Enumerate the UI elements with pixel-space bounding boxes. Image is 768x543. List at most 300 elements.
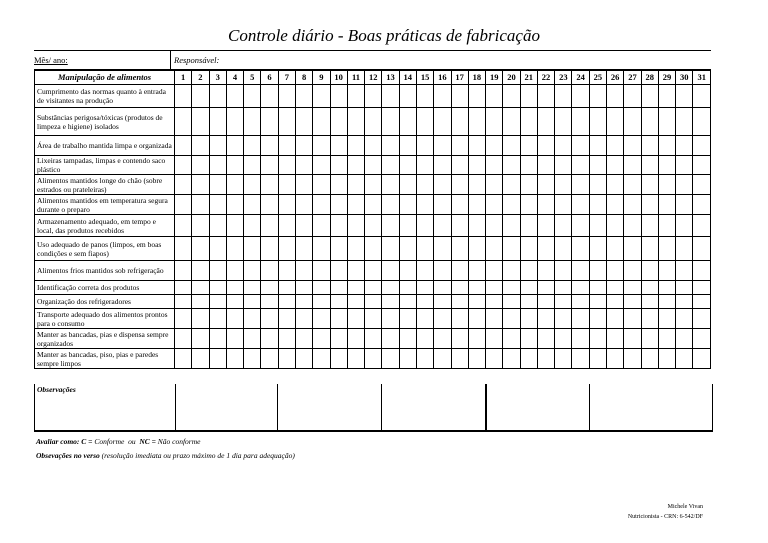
check-cell[interactable] (209, 136, 226, 156)
check-cell[interactable] (365, 108, 382, 136)
check-cell[interactable] (693, 136, 711, 156)
check-cell[interactable] (434, 136, 451, 156)
check-cell[interactable] (676, 136, 693, 156)
check-cell[interactable] (365, 295, 382, 309)
check-cell[interactable] (244, 281, 261, 295)
check-cell[interactable] (537, 295, 554, 309)
check-cell[interactable] (676, 261, 693, 281)
check-cell[interactable] (693, 295, 711, 309)
check-cell[interactable] (347, 349, 364, 369)
check-cell[interactable] (434, 329, 451, 349)
check-cell[interactable] (365, 215, 382, 237)
check-cell[interactable] (209, 175, 226, 195)
check-cell[interactable] (295, 175, 312, 195)
check-cell[interactable] (555, 237, 572, 261)
check-cell[interactable] (486, 136, 503, 156)
check-cell[interactable] (658, 108, 675, 136)
check-cell[interactable] (624, 215, 641, 237)
check-cell[interactable] (399, 309, 416, 329)
check-cell[interactable] (468, 215, 485, 237)
check-cell[interactable] (330, 85, 347, 108)
check-cell[interactable] (520, 329, 537, 349)
check-cell[interactable] (676, 281, 693, 295)
check-cell[interactable] (451, 295, 468, 309)
check-cell[interactable] (295, 349, 312, 369)
check-cell[interactable] (451, 309, 468, 329)
check-cell[interactable] (261, 295, 278, 309)
check-cell[interactable] (589, 215, 606, 237)
check-cell[interactable] (330, 237, 347, 261)
check-cell[interactable] (658, 309, 675, 329)
check-cell[interactable] (330, 195, 347, 215)
check-cell[interactable] (226, 85, 243, 108)
check-cell[interactable] (641, 175, 658, 195)
check-cell[interactable] (555, 349, 572, 369)
check-cell[interactable] (295, 215, 312, 237)
check-cell[interactable] (486, 85, 503, 108)
check-cell[interactable] (295, 85, 312, 108)
check-cell[interactable] (416, 237, 433, 261)
check-cell[interactable] (607, 195, 624, 215)
check-cell[interactable] (330, 156, 347, 175)
check-cell[interactable] (520, 175, 537, 195)
check-cell[interactable] (434, 195, 451, 215)
check-cell[interactable] (192, 295, 209, 309)
check-cell[interactable] (416, 329, 433, 349)
check-cell[interactable] (468, 295, 485, 309)
check-cell[interactable] (313, 237, 330, 261)
check-cell[interactable] (399, 108, 416, 136)
check-cell[interactable] (624, 295, 641, 309)
check-cell[interactable] (589, 309, 606, 329)
check-cell[interactable] (295, 295, 312, 309)
check-cell[interactable] (382, 175, 399, 195)
check-cell[interactable] (278, 349, 295, 369)
check-cell[interactable] (192, 85, 209, 108)
check-cell[interactable] (330, 329, 347, 349)
check-cell[interactable] (434, 156, 451, 175)
check-cell[interactable] (641, 309, 658, 329)
check-cell[interactable] (192, 281, 209, 295)
check-cell[interactable] (451, 85, 468, 108)
check-cell[interactable] (261, 156, 278, 175)
check-cell[interactable] (278, 281, 295, 295)
check-cell[interactable] (624, 329, 641, 349)
check-cell[interactable] (624, 261, 641, 281)
check-cell[interactable] (399, 349, 416, 369)
check-cell[interactable] (555, 281, 572, 295)
check-cell[interactable] (641, 329, 658, 349)
check-cell[interactable] (313, 309, 330, 329)
check-cell[interactable] (175, 295, 192, 309)
check-cell[interactable] (451, 136, 468, 156)
check-cell[interactable] (347, 175, 364, 195)
check-cell[interactable] (226, 349, 243, 369)
check-cell[interactable] (572, 136, 589, 156)
check-cell[interactable] (382, 215, 399, 237)
check-cell[interactable] (589, 175, 606, 195)
check-cell[interactable] (244, 175, 261, 195)
check-cell[interactable] (295, 195, 312, 215)
check-cell[interactable] (676, 195, 693, 215)
check-cell[interactable] (486, 175, 503, 195)
check-cell[interactable] (572, 261, 589, 281)
check-cell[interactable] (295, 329, 312, 349)
check-cell[interactable] (537, 349, 554, 369)
check-cell[interactable] (313, 175, 330, 195)
check-cell[interactable] (347, 85, 364, 108)
check-cell[interactable] (399, 136, 416, 156)
check-cell[interactable] (175, 108, 192, 136)
check-cell[interactable] (607, 349, 624, 369)
check-cell[interactable] (313, 295, 330, 309)
check-cell[interactable] (278, 329, 295, 349)
check-cell[interactable] (693, 108, 711, 136)
check-cell[interactable] (658, 295, 675, 309)
check-cell[interactable] (399, 281, 416, 295)
check-cell[interactable] (434, 215, 451, 237)
check-cell[interactable] (572, 85, 589, 108)
check-cell[interactable] (416, 136, 433, 156)
check-cell[interactable] (261, 281, 278, 295)
check-cell[interactable] (416, 85, 433, 108)
check-cell[interactable] (555, 136, 572, 156)
check-cell[interactable] (693, 349, 711, 369)
check-cell[interactable] (209, 261, 226, 281)
check-cell[interactable] (676, 215, 693, 237)
check-cell[interactable] (641, 108, 658, 136)
check-cell[interactable] (486, 237, 503, 261)
check-cell[interactable] (226, 237, 243, 261)
check-cell[interactable] (572, 195, 589, 215)
check-cell[interactable] (175, 261, 192, 281)
check-cell[interactable] (624, 85, 641, 108)
check-cell[interactable] (365, 349, 382, 369)
check-cell[interactable] (555, 85, 572, 108)
check-cell[interactable] (451, 156, 468, 175)
check-cell[interactable] (468, 329, 485, 349)
check-cell[interactable] (399, 85, 416, 108)
check-cell[interactable] (572, 349, 589, 369)
check-cell[interactable] (365, 237, 382, 261)
check-cell[interactable] (693, 156, 711, 175)
check-cell[interactable] (658, 85, 675, 108)
check-cell[interactable] (520, 108, 537, 136)
check-cell[interactable] (607, 175, 624, 195)
check-cell[interactable] (624, 175, 641, 195)
check-cell[interactable] (676, 349, 693, 369)
check-cell[interactable] (486, 349, 503, 369)
check-cell[interactable] (607, 329, 624, 349)
check-cell[interactable] (624, 309, 641, 329)
check-cell[interactable] (365, 175, 382, 195)
check-cell[interactable] (295, 108, 312, 136)
check-cell[interactable] (658, 349, 675, 369)
check-cell[interactable] (589, 295, 606, 309)
check-cell[interactable] (589, 156, 606, 175)
check-cell[interactable] (261, 329, 278, 349)
check-cell[interactable] (261, 215, 278, 237)
check-cell[interactable] (295, 237, 312, 261)
check-cell[interactable] (313, 156, 330, 175)
check-cell[interactable] (503, 156, 520, 175)
check-cell[interactable] (503, 108, 520, 136)
check-cell[interactable] (192, 309, 209, 329)
check-cell[interactable] (209, 108, 226, 136)
check-cell[interactable] (295, 156, 312, 175)
check-cell[interactable] (503, 136, 520, 156)
check-cell[interactable] (468, 195, 485, 215)
check-cell[interactable] (226, 108, 243, 136)
check-cell[interactable] (382, 261, 399, 281)
check-cell[interactable] (382, 349, 399, 369)
check-cell[interactable] (624, 281, 641, 295)
check-cell[interactable] (347, 281, 364, 295)
check-cell[interactable] (278, 295, 295, 309)
check-cell[interactable] (537, 261, 554, 281)
check-cell[interactable] (676, 108, 693, 136)
check-cell[interactable] (261, 195, 278, 215)
check-cell[interactable] (382, 108, 399, 136)
check-cell[interactable] (658, 329, 675, 349)
check-cell[interactable] (278, 309, 295, 329)
check-cell[interactable] (451, 261, 468, 281)
check-cell[interactable] (503, 85, 520, 108)
check-cell[interactable] (468, 108, 485, 136)
check-cell[interactable] (347, 195, 364, 215)
check-cell[interactable] (261, 349, 278, 369)
check-cell[interactable] (330, 175, 347, 195)
check-cell[interactable] (520, 237, 537, 261)
check-cell[interactable] (313, 281, 330, 295)
check-cell[interactable] (382, 295, 399, 309)
check-cell[interactable] (244, 295, 261, 309)
check-cell[interactable] (261, 175, 278, 195)
check-cell[interactable] (295, 261, 312, 281)
check-cell[interactable] (226, 309, 243, 329)
check-cell[interactable] (572, 329, 589, 349)
check-cell[interactable] (382, 195, 399, 215)
check-cell[interactable] (607, 309, 624, 329)
check-cell[interactable] (313, 108, 330, 136)
check-cell[interactable] (555, 261, 572, 281)
check-cell[interactable] (658, 156, 675, 175)
check-cell[interactable] (468, 175, 485, 195)
check-cell[interactable] (365, 281, 382, 295)
check-cell[interactable] (555, 175, 572, 195)
check-cell[interactable] (641, 281, 658, 295)
check-cell[interactable] (693, 175, 711, 195)
check-cell[interactable] (192, 136, 209, 156)
check-cell[interactable] (399, 261, 416, 281)
check-cell[interactable] (693, 281, 711, 295)
check-cell[interactable] (503, 329, 520, 349)
check-cell[interactable] (416, 295, 433, 309)
check-cell[interactable] (537, 195, 554, 215)
check-cell[interactable] (313, 329, 330, 349)
check-cell[interactable] (537, 136, 554, 156)
check-cell[interactable] (624, 349, 641, 369)
check-cell[interactable] (365, 156, 382, 175)
check-cell[interactable] (226, 261, 243, 281)
check-cell[interactable] (347, 237, 364, 261)
check-cell[interactable] (555, 156, 572, 175)
check-cell[interactable] (658, 215, 675, 237)
check-cell[interactable] (486, 329, 503, 349)
check-cell[interactable] (330, 281, 347, 295)
check-cell[interactable] (416, 309, 433, 329)
check-cell[interactable] (537, 156, 554, 175)
check-cell[interactable] (382, 309, 399, 329)
check-cell[interactable] (347, 215, 364, 237)
check-cell[interactable] (192, 237, 209, 261)
check-cell[interactable] (451, 215, 468, 237)
check-cell[interactable] (226, 175, 243, 195)
check-cell[interactable] (399, 156, 416, 175)
check-cell[interactable] (261, 309, 278, 329)
check-cell[interactable] (330, 136, 347, 156)
check-cell[interactable] (382, 85, 399, 108)
check-cell[interactable] (676, 329, 693, 349)
check-cell[interactable] (693, 215, 711, 237)
check-cell[interactable] (382, 237, 399, 261)
check-cell[interactable] (486, 309, 503, 329)
check-cell[interactable] (537, 175, 554, 195)
check-cell[interactable] (175, 175, 192, 195)
check-cell[interactable] (607, 85, 624, 108)
check-cell[interactable] (641, 195, 658, 215)
check-cell[interactable] (607, 136, 624, 156)
check-cell[interactable] (641, 295, 658, 309)
check-cell[interactable] (434, 349, 451, 369)
check-cell[interactable] (278, 175, 295, 195)
check-cell[interactable] (175, 349, 192, 369)
check-cell[interactable] (589, 261, 606, 281)
check-cell[interactable] (572, 156, 589, 175)
check-cell[interactable] (451, 281, 468, 295)
check-cell[interactable] (468, 237, 485, 261)
check-cell[interactable] (693, 329, 711, 349)
check-cell[interactable] (658, 281, 675, 295)
check-cell[interactable] (589, 237, 606, 261)
check-cell[interactable] (192, 156, 209, 175)
check-cell[interactable] (278, 85, 295, 108)
check-cell[interactable] (693, 195, 711, 215)
check-cell[interactable] (175, 329, 192, 349)
check-cell[interactable] (555, 108, 572, 136)
check-cell[interactable] (658, 195, 675, 215)
check-cell[interactable] (572, 175, 589, 195)
check-cell[interactable] (434, 108, 451, 136)
check-cell[interactable] (451, 108, 468, 136)
check-cell[interactable] (520, 136, 537, 156)
check-cell[interactable] (347, 329, 364, 349)
check-cell[interactable] (209, 329, 226, 349)
check-cell[interactable] (555, 195, 572, 215)
check-cell[interactable] (261, 85, 278, 108)
check-cell[interactable] (192, 195, 209, 215)
check-cell[interactable] (382, 136, 399, 156)
check-cell[interactable] (313, 85, 330, 108)
check-cell[interactable] (347, 295, 364, 309)
check-cell[interactable] (520, 281, 537, 295)
check-cell[interactable] (399, 295, 416, 309)
check-cell[interactable] (693, 261, 711, 281)
check-cell[interactable] (624, 156, 641, 175)
check-cell[interactable] (537, 108, 554, 136)
check-cell[interactable] (572, 237, 589, 261)
check-cell[interactable] (244, 108, 261, 136)
check-cell[interactable] (434, 281, 451, 295)
check-cell[interactable] (261, 136, 278, 156)
check-cell[interactable] (365, 309, 382, 329)
check-cell[interactable] (641, 215, 658, 237)
check-cell[interactable] (451, 237, 468, 261)
check-cell[interactable] (192, 349, 209, 369)
check-cell[interactable] (434, 175, 451, 195)
check-cell[interactable] (572, 309, 589, 329)
check-cell[interactable] (486, 261, 503, 281)
check-cell[interactable] (572, 295, 589, 309)
check-cell[interactable] (555, 295, 572, 309)
check-cell[interactable] (226, 156, 243, 175)
check-cell[interactable] (313, 349, 330, 369)
check-cell[interactable] (226, 295, 243, 309)
check-cell[interactable] (486, 108, 503, 136)
check-cell[interactable] (209, 295, 226, 309)
check-cell[interactable] (330, 309, 347, 329)
check-cell[interactable] (226, 329, 243, 349)
check-cell[interactable] (434, 85, 451, 108)
check-cell[interactable] (347, 156, 364, 175)
check-cell[interactable] (468, 136, 485, 156)
check-cell[interactable] (641, 156, 658, 175)
check-cell[interactable] (416, 261, 433, 281)
check-cell[interactable] (434, 309, 451, 329)
check-cell[interactable] (451, 329, 468, 349)
check-cell[interactable] (365, 85, 382, 108)
check-cell[interactable] (416, 108, 433, 136)
check-cell[interactable] (676, 237, 693, 261)
check-cell[interactable] (520, 295, 537, 309)
check-cell[interactable] (537, 281, 554, 295)
check-cell[interactable] (537, 329, 554, 349)
check-cell[interactable] (209, 215, 226, 237)
check-cell[interactable] (244, 136, 261, 156)
check-cell[interactable] (693, 237, 711, 261)
check-cell[interactable] (537, 85, 554, 108)
check-cell[interactable] (192, 261, 209, 281)
check-cell[interactable] (658, 175, 675, 195)
check-cell[interactable] (693, 309, 711, 329)
check-cell[interactable] (175, 156, 192, 175)
check-cell[interactable] (244, 261, 261, 281)
check-cell[interactable] (520, 349, 537, 369)
check-cell[interactable] (416, 281, 433, 295)
check-cell[interactable] (416, 195, 433, 215)
check-cell[interactable] (589, 108, 606, 136)
check-cell[interactable] (382, 281, 399, 295)
check-cell[interactable] (347, 261, 364, 281)
check-cell[interactable] (399, 215, 416, 237)
check-cell[interactable] (658, 136, 675, 156)
check-cell[interactable] (503, 237, 520, 261)
check-cell[interactable] (503, 309, 520, 329)
check-cell[interactable] (589, 136, 606, 156)
check-cell[interactable] (261, 108, 278, 136)
check-cell[interactable] (486, 215, 503, 237)
check-cell[interactable] (416, 156, 433, 175)
